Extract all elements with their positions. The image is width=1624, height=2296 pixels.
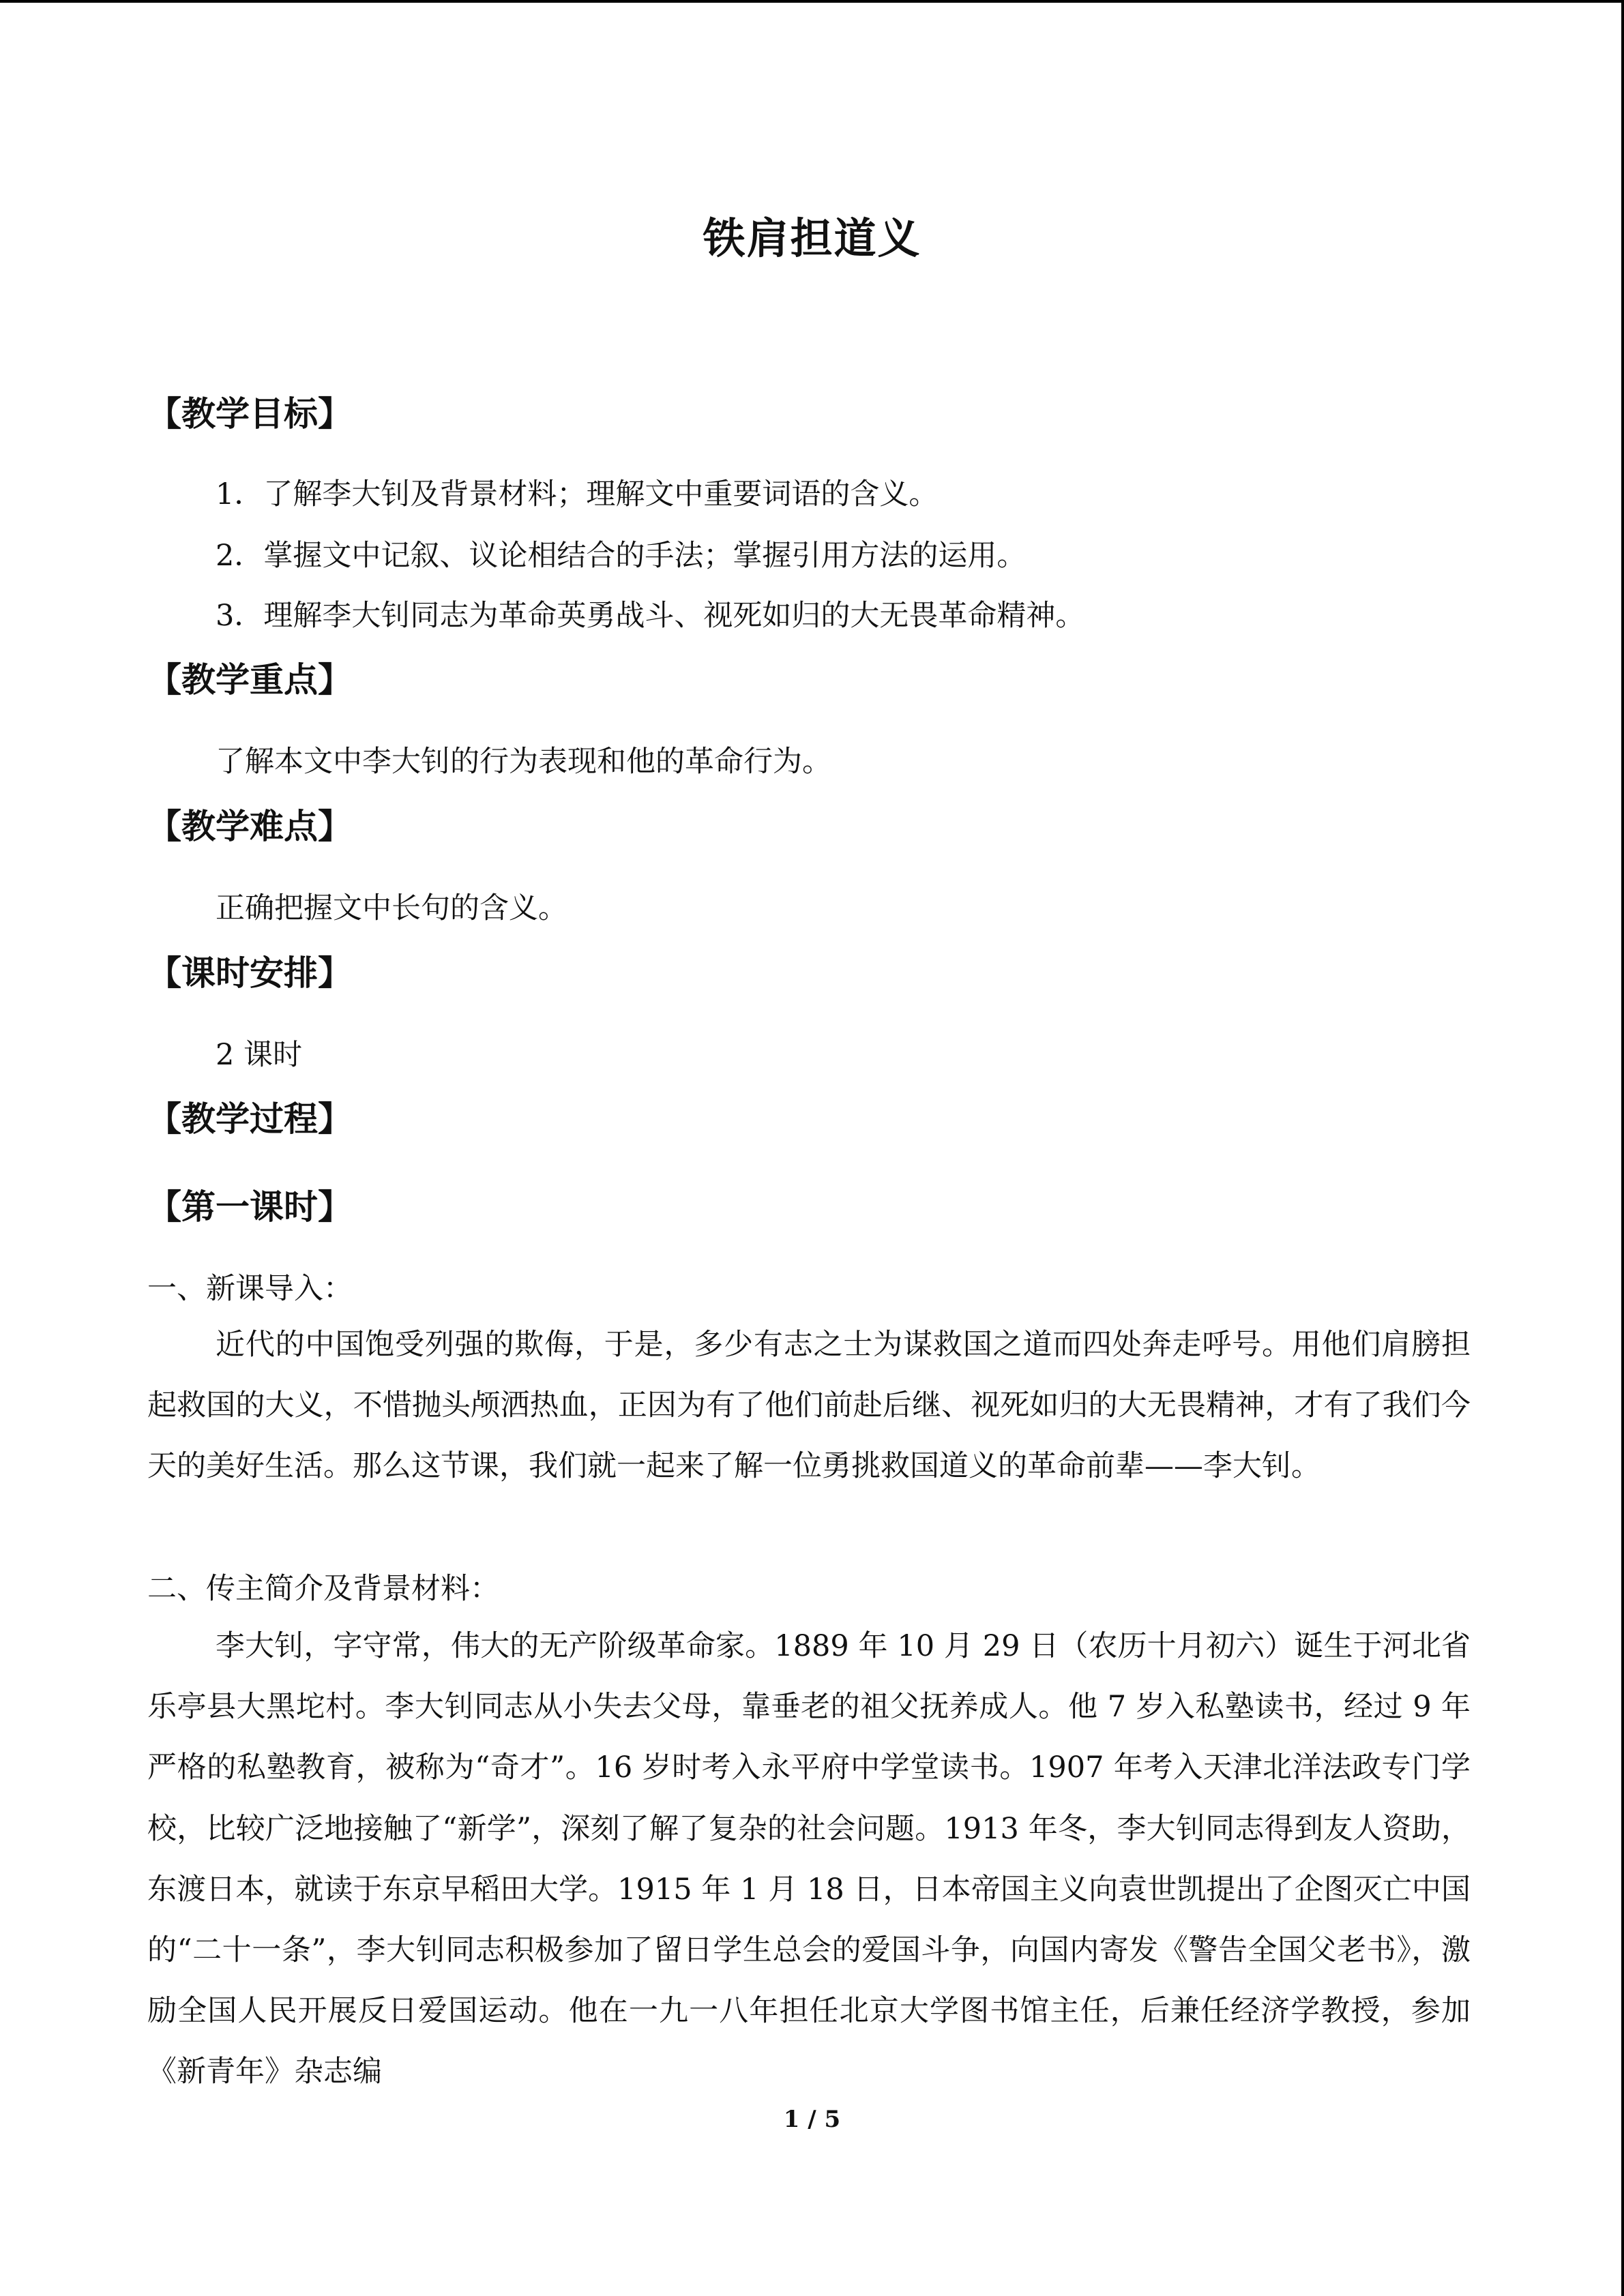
heading-objectives: 【教学目标】 — [147, 394, 352, 434]
difficulties-text: 正确把握文中长句的含义。 — [216, 891, 567, 925]
document-title: 铁肩担道义 — [703, 213, 921, 263]
page-border-right — [1621, 0, 1624, 2296]
paragraph-intro: 近代的中国饱受列强的欺侮，于是，多少有志之士为谋救国之道而四处奔走呼号。用他们肩膀担起救国的大义，不惜抛头颅洒热血，正因为有了他们前赴后继、视死如归的大无畏精神，才有了我们今天的美好生活。那么这节课，我们就一起来了解一位勇挑救国道义的革命前辈——李大钊。 — [147, 1328, 1471, 1484]
paragraph-background: 李大钊，字守常，伟大的无产阶级革命家。1889 年 10 月 29 日（农历十月初六）诞生于河北省乐亭县大黑坨村。李大钊同志从小失去父母，靠垂老的祖父抚养成人。他 7 岁入私塾读书，经过 9 年严格的私塾教育，被称为“奇才”。16 岁时考入永平府中学堂读书。1907 年考入天津北洋法政专门学校，比较广泛地接触了“新学”，深刻了解了复杂的社会问题。1913 年冬，李大钊同志得到友人资助，东渡日本，就读于东京早稻田大学。1915 年 1 月 18 日，日本帝国主义向袁世凯提出了企图灭亡中国的“二十一条”，李大钊同志积极参加了留日学生总会的爱国斗争，向国内寄发《警告全国父老书》，激励全国人民开展反日爱国运动。他在一九一八年担任北京大学图书馆主任，后兼任经济学教授，参加《新青年》杂志编 — [147, 1629, 1471, 2089]
heading-lesson-1: 【第一课时】 — [147, 1187, 352, 1227]
heading-process: 【教学过程】 — [147, 1099, 352, 1139]
heading-key-points: 【教学重点】 — [147, 660, 352, 700]
section-title-background: 二、传主简介及背景材料： — [147, 1572, 499, 1606]
section-title-intro: 一、新课导入： — [147, 1272, 353, 1306]
heading-schedule: 【课时安排】 — [147, 953, 352, 993]
objective-item-2: 2．掌握文中记叙、议论相结合的手法；掌握引用方法的运用。 — [216, 539, 1027, 573]
heading-difficulties: 【教学难点】 — [147, 807, 352, 846]
page-border-top — [0, 0, 1624, 3]
schedule-text: 2 课时 — [216, 1038, 303, 1072]
key-points-text: 了解本文中李大钊的行为表现和他的革命行为。 — [216, 745, 831, 779]
page-number: 1 / 5 — [783, 2106, 841, 2133]
objective-item-3: 3．理解李大钊同志为革命英勇战斗、视死如归的大无畏革命精神。 — [216, 599, 1085, 633]
objective-item-1: 1．了解李大钊及背景材料；理解文中重要词语的含义。 — [216, 477, 939, 511]
